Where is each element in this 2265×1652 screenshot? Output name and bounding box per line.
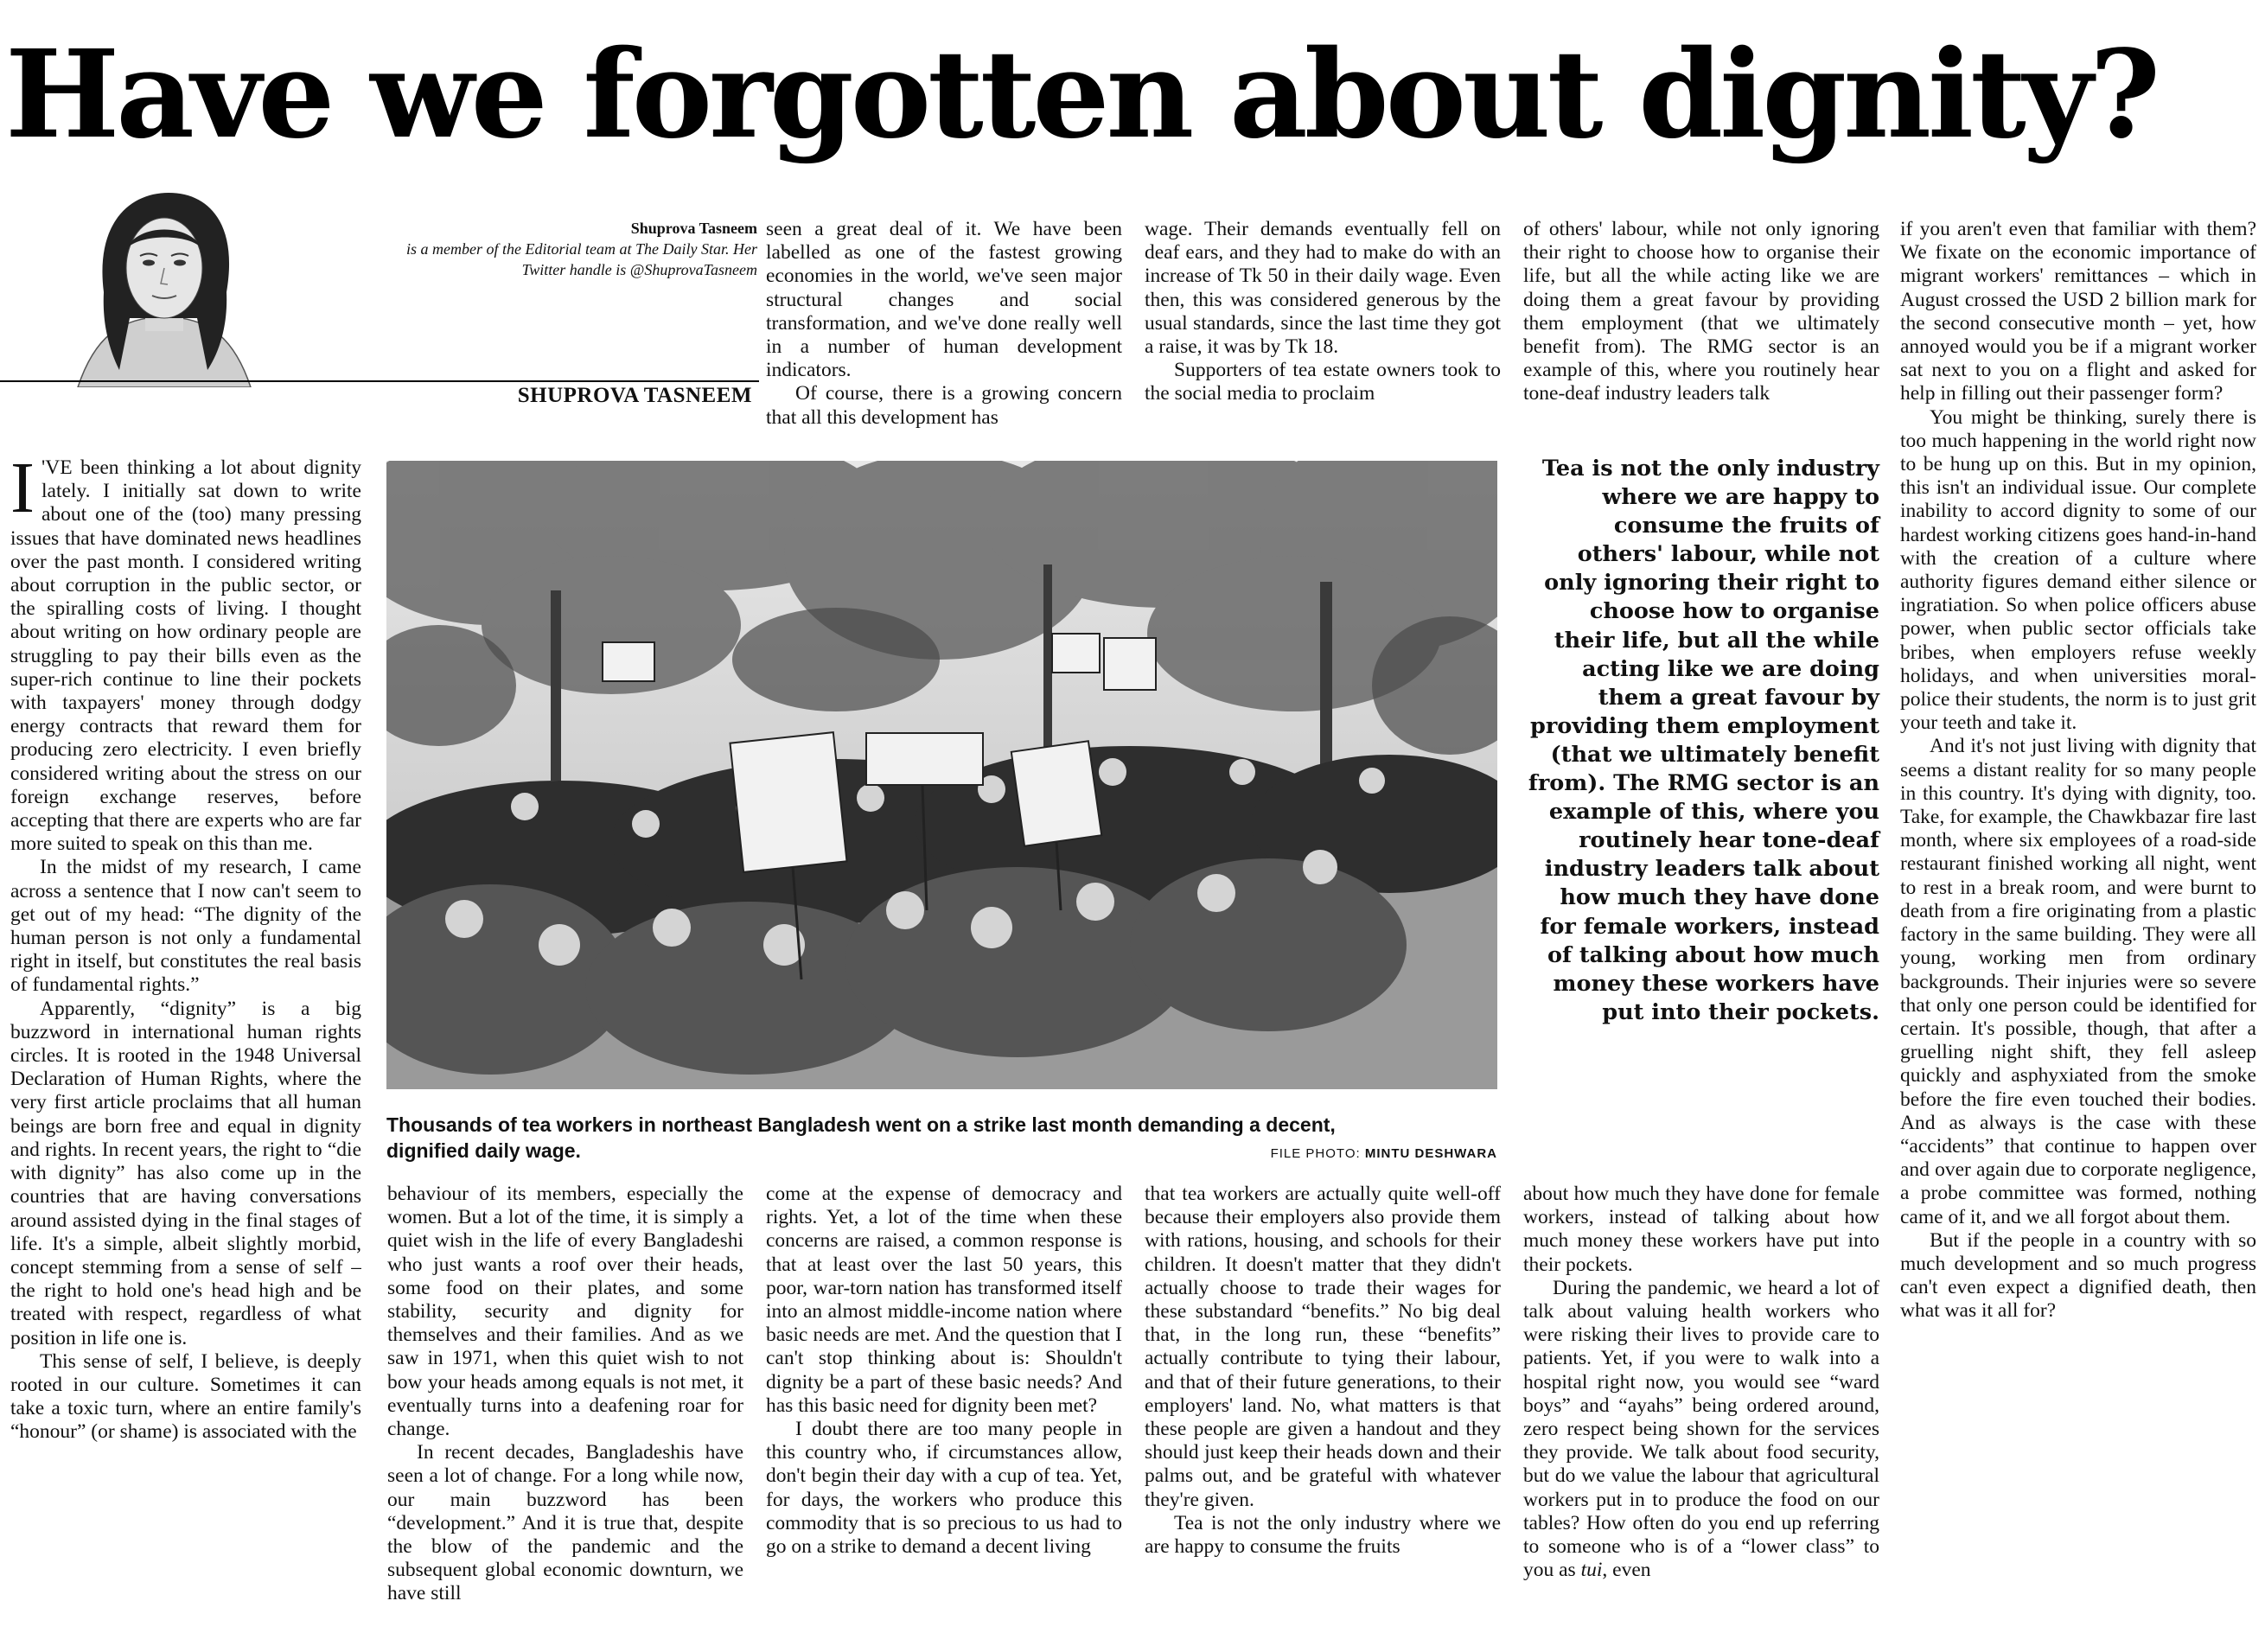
paragraph: This sense of self, I believe, is deeply rooted in our culture. Sometimes it can take a toxic turn, where an entire family's “honour” (or shame) is associated with the [10, 1349, 361, 1444]
paragraph: about how much they have done for female workers, instead of talking about how much money these workers have put into their pockets. [1523, 1183, 1879, 1276]
author-bio: is a member of the Editorial team at The Daily Star. Her Twitter handle is @ShuprovaTasneem [406, 240, 757, 278]
paragraph: of others' labour, while not only ignoring their right to choose how to organise their life, but all the while acting like we are doing them a great favour by providing them employment (that we ultimately benefit from). The RMG sector is an example of this, where you routinely hear tone-deaf industry leaders talk [1523, 218, 1879, 405]
paragraph: You might be thinking, surely there is too much happening in the world right now to be hung up on this. But in my opinion, this isn't an individual issue. Our complete inability to accord dignity to some of our hardest working citizens goes hand-in-hand with the creation of a culture where authority figures demand either silence or ingratiation. So when police officers abuse power, when public sector officials take bribes, when employers refuse weekly holidays, and when universities moral-police their students, the norm is to just grit your teeth and take it. [1900, 405, 2256, 735]
pull-quote: Tea is not the only industry where we are happy to consume the fruits of others' labour, while not only ignoring their right to choose how to organise their life, but all the while acting like we are doing them a great favour by providing them employment (that we ultimately benefit from). The RMG sector is an example of this, where you routinely hear tone-deaf industry leaders talk about how much they have done for female workers, instead of talking about how much money these workers have put into their pockets. [1528, 456, 1879, 1025]
paragraph: Apparently, “dignity” is a big buzzword in international human rights circles. It is rooted in the 1948 Universal Declaration of Human Rights, where the very first article proclaims that all human beings are born free and equal in dignity and rights. In recent years, the right to “die with dignity” has also come up in the countries that are having conversations around assisted dying in the final stages of life. It's a simple, albeit slightly morbid, concept stemming from a sense of self – the right to hold one's head high and be treated with respect, regardless of what position in life one is. [10, 997, 361, 1349]
paragraph: In the midst of my research, I came across a sentence that I now can't seem to get out of my head: “The dignity of the human person is not only a fundamental right in itself, but constitutes the real basis of fundamental rights.” [10, 856, 361, 997]
article-column-4-bottom [1145, 1183, 1501, 1649]
paragraph: But if the people in a country with so much development and so much progress can't even expect a dignified death, then what was it all for? [1900, 1228, 2256, 1323]
article-column-1 [10, 456, 361, 1649]
paragraph: seen a great deal of it. We have been labelled as one of the fastest growing economies in the world, we've seen major structural changes and social transformation, and we've done really well in a number of human development indicators. [766, 218, 1122, 382]
author-portrait [43, 188, 285, 387]
paragraph: come at the expense of democracy and rights. Yet, a lot of the time when these concerns are raised, a common response is that at least over the last 50 years, this poor, war-torn nation has transformed itself into an almost middle-income nation where basic needs are met. And the question that I can't stop thinking about is: Shouldn't dignity be a part of these basic needs? And has this basic need for dignity been met? [766, 1183, 1122, 1417]
paragraph: Supporters of tea estate owners took to the social media to proclaim [1145, 359, 1501, 405]
author-name: Shuprova Tasneem [630, 220, 757, 237]
headline: Have we forgotten about dignity? [5, 24, 2158, 166]
paragraph: if you aren't even that familiar with them? We fixate on the economic importance of migrant workers' remittances – which in August crossed the USD 2 billion mark for the second consecutive month – yet, how annoyed would you be if a migrant worker sat next to you on a flight and asked for help in filling out their passenger form? [1900, 218, 2256, 405]
protest-photo [386, 461, 1497, 1089]
paragraph: I doubt there are too many people in this country who, if circumstances allow, don't begin their day with a cup of tea. Yet, for days, the workers who produce this commodity that is so precious to us had to go on a strike to demand a decent living [766, 1418, 1122, 1559]
paragraph: I 'VE been thinking a lot about dignity lately. I initially sat down to write about one of the (too) many pressing issues that have dominated news headlines over the past month. I considered writing about corruption in the public sector, or the spiralling costs of living. I thought about writing on how ordinary people are struggling to pay their bills even as the super-rich continue to line their pockets with taxpayers' money through dodgy energy contracts that reward them for producing zero electricity. I even briefly considered writing about the stress on our foreign exchange reserves, before accepting that there are experts who are far more suited to speak on this than me. [10, 456, 361, 856]
paragraph: behaviour of its members, especially the women. But a lot of the time, it is simply a quiet wish in the life of every Bangladeshi who just wants a roof over their heads, some food on their plates, and some stability, security and dignity for themselves and their families. And as we saw in 1971, when this quiet wish to not bow your heads among equals is not met, it eventually turns into a deafening roar for change. [387, 1183, 743, 1441]
photo-caption: Thousands of tea workers in northeast Bangladesh went on a strike last month demanding a decent, dignified daily wage. [386, 1113, 1336, 1162]
paragraph: In recent decades, Bangladeshis have seen a lot of change. For a long while now, our main buzzword has been “development.” And it is true that, despite the blow of the pandemic and the subsequent global economic downturn, we have still [387, 1441, 743, 1605]
article-column-4-top [1145, 218, 1501, 434]
paragraph: wage. Their demands eventually fell on deaf ears, and they had to make do with an increase of Tk 50 in their daily wage. Even then, this was considered generous by the usual standards, since the last time they got a raise, it was by Tk 18. [1145, 218, 1501, 359]
byline: SHUPROVA TASNEEM [517, 384, 752, 407]
paragraph: During the pandemic, we heard a lot of talk about valuing health workers who were risking their lives to provide care to patients. Yet, if you were to walk into a hospital right now, you would see “ward boys” and “ayahs” being ordered around, zero respect being shown for the services they provide. We talk about food security, but do we value the labour that agricultural workers put in to produce the food on our tables? How often do you end up referring to someone who is of a “lower class” to you as tui, even [1523, 1276, 1879, 1582]
article-column-3-bottom [766, 1183, 1122, 1649]
drop-cap: I [10, 456, 35, 528]
article-column-5-top [1523, 218, 1879, 434]
paragraph: Tea is not the only industry where we are happy to consume the fruits [1145, 1511, 1501, 1559]
author-info [363, 218, 757, 280]
paragraph: Of course, there is a growing concern that all this development has [766, 382, 1122, 429]
paragraph: that tea workers are actually quite well-off because their employers also provide them with rations, housing, and schools for their children. It doesn't matter that they didn't actually choose to trade their wages for these substandard “benefits.” No big deal that, in the long run, these “benefits” actually contribute to tying their labour, and that of their future generations, to their employers' land. No, what matters is that these people are given a handout and they should just keep their heads down and their palms out, and be grateful with whatever they're given. [1145, 1183, 1501, 1511]
article-column-6 [1900, 218, 2256, 1649]
article-column-3-top [766, 218, 1122, 434]
photo-credit: FILE PHOTO: MINTU DESHWARA [1270, 1146, 1497, 1161]
article-column-5-bottom [1523, 1183, 1879, 1649]
article-column-2 [387, 1183, 743, 1649]
byline-divider [0, 380, 759, 382]
paragraph: And it's not just living with dignity that seems a distant reality for so many people in this country. It's dying with dignity, too. Take, for example, the Chawkbazar fire last month, where six employees of a road-side restaurant finished working all night, went to rest in a break room, and were burnt to death from a fire originating from a plastic factory in the same building. They were all young, working men from ordinary backgrounds. Their injuries were so severe that only one person could be identified for certain. It's possible, though, that after a gruelling night shift, they fell asleep quickly and asphyxiated from the smoke before the fire even touched their bodies. And as always is the case with these “accidents” that continue to happen over and over again due to corporate negligence, a probe committee was formed, nothing came of it, and we all forgot about them. [1900, 735, 2256, 1228]
